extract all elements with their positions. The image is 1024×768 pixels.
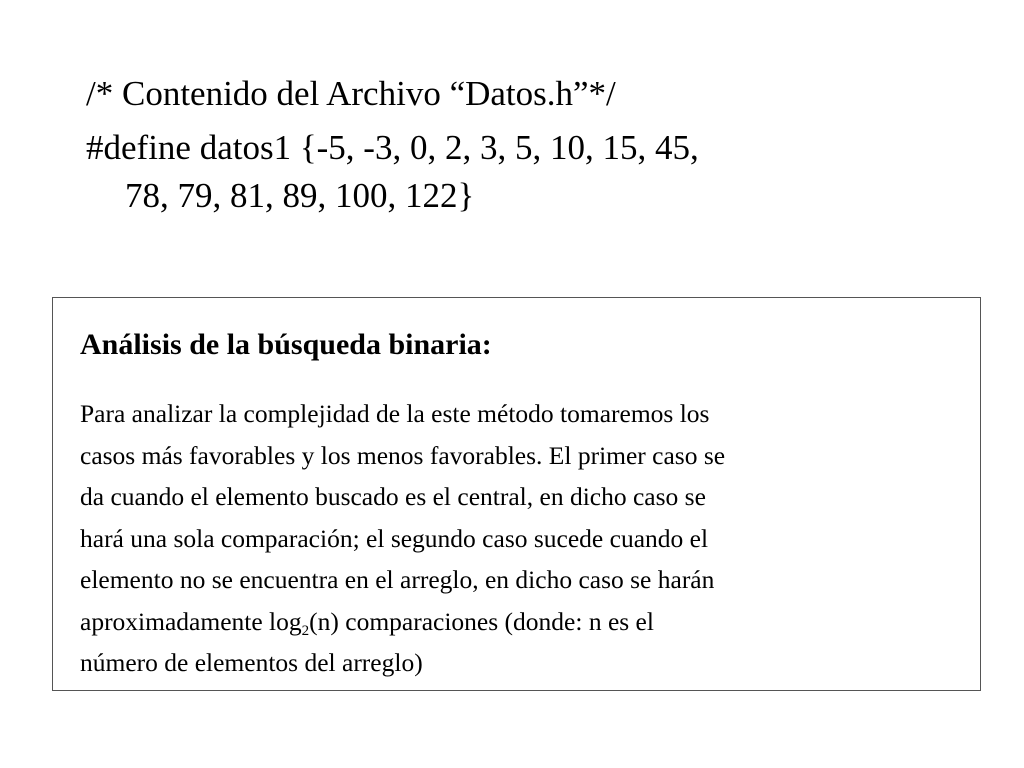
paragraph-line: elemento no se encuentra en el arreglo, en dicho caso se harán xyxy=(80,565,715,594)
log-subscript: 2 xyxy=(301,622,310,639)
paragraph-line-log xyxy=(80,601,960,643)
define-statement xyxy=(86,124,945,220)
paragraph-line: Para analizar la complejidad de la este método tomaremos los xyxy=(80,399,710,428)
file-comment: /* Contenido del Archivo “Datos.h”*/ xyxy=(86,74,616,113)
log-text: aproximadamente log xyxy=(80,606,302,636)
analysis-paragraph xyxy=(80,393,960,684)
analysis-title: Análisis de la búsqueda binaria: xyxy=(80,328,492,361)
define-line-2: 78, 79, 81, 89, 100, 122} xyxy=(125,176,475,215)
paragraph-line: casos más favorables y los menos favorables. El primer caso se xyxy=(80,440,726,470)
log-continuation: (n) comparaciones (donde: n es el xyxy=(309,606,654,636)
paragraph-line: número de elementos del arreglo) xyxy=(80,648,423,677)
paragraph-line: da cuando el elemento buscado es el central, en dicho caso se xyxy=(80,482,706,511)
paragraph-line: hará una sola comparación; el segundo caso sucede cuando el xyxy=(80,523,709,553)
code-block xyxy=(86,70,966,220)
analysis-box xyxy=(52,297,981,691)
define-line-1: #define datos1 {-5, -3, 0, 2, 3, 5, 10, 15, 45, xyxy=(86,128,699,167)
